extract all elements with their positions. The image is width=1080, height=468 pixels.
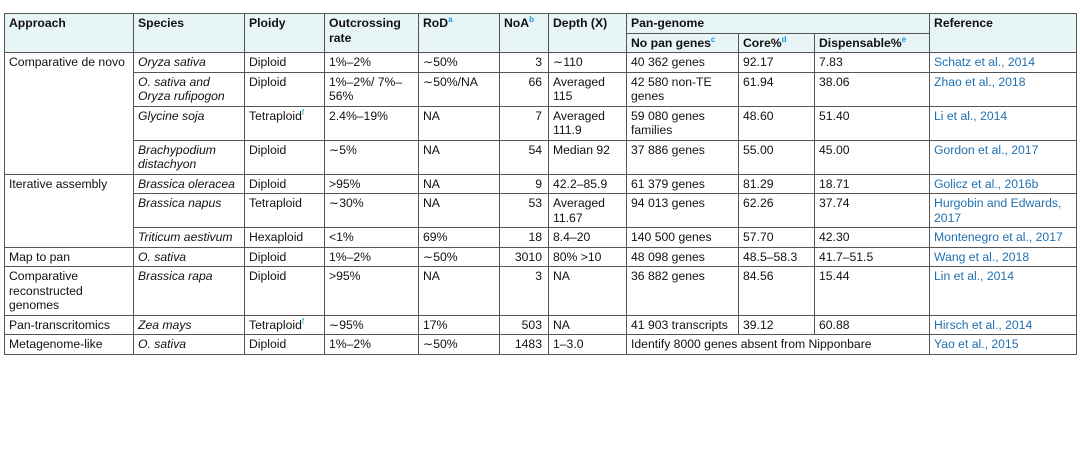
reference-link[interactable]: Hirsch et al., 2014: [930, 315, 1077, 335]
footnote-marker: b: [529, 14, 534, 24]
header-noa: [500, 14, 549, 53]
header-outcrossing: Outcrossing rate: [325, 14, 419, 53]
cell-outcrossing: 1%–2%: [325, 53, 419, 73]
cell-pan-genes: 140 500 genes: [627, 228, 739, 248]
cell-ploidy: Tetraploid: [245, 194, 325, 228]
reference-link[interactable]: Golicz et al., 2016b: [930, 174, 1077, 194]
footnote-marker: e: [901, 34, 907, 44]
header-rod-label: RoD: [423, 16, 449, 30]
header-no-pan-genes: [627, 33, 739, 53]
cell-noa: 7: [500, 106, 549, 140]
cell-rod: NA: [419, 106, 500, 140]
cell-rod: NA: [419, 194, 500, 228]
reference-link[interactable]: Zhao et al., 2018: [930, 72, 1077, 106]
table-row: [5, 140, 1077, 174]
cell-approach: Metagenome-like: [5, 335, 134, 355]
cell-outcrossing: ∼30%: [325, 194, 419, 228]
table-row: [5, 247, 1077, 267]
cell-rod: NA: [419, 140, 500, 174]
cell-noa: 3010: [500, 247, 549, 267]
cell-species: Oryza sativa: [134, 53, 245, 73]
cell-dispensable: 42.30: [815, 228, 930, 248]
cell-dispensable: 18.71: [815, 174, 930, 194]
cell-ploidy: [245, 315, 325, 335]
cell-species: Brassica napus: [134, 194, 245, 228]
pan-genome-table: [4, 13, 1077, 355]
cell-depth: 80% >10: [549, 247, 627, 267]
cell-species: O. sativa and Oryza rufipogon: [134, 72, 245, 106]
header-ploidy: Ploidy: [245, 14, 325, 53]
table-row: [5, 267, 1077, 316]
cell-outcrossing: 1%–2%: [325, 335, 419, 355]
cell-dispensable: 41.7–51.5: [815, 247, 930, 267]
cell-noa: 9: [500, 174, 549, 194]
cell-species: Brassica rapa: [134, 267, 245, 316]
cell-pan-genes: 36 882 genes: [627, 267, 739, 316]
cell-depth: Averaged 111.9: [549, 106, 627, 140]
header-pan-genome: Pan-genome: [627, 14, 930, 34]
cell-pan-genes: 59 080 genes families: [627, 106, 739, 140]
cell-outcrossing: ∼5%: [325, 140, 419, 174]
header-depth: Depth (X): [549, 14, 627, 53]
footnote-marker: c: [710, 34, 716, 44]
cell-approach: Comparative reconstructed genomes: [5, 267, 134, 316]
cell-pan-genes: 94 013 genes: [627, 194, 739, 228]
cell-approach: Comparative de novo: [5, 53, 134, 175]
cell-noa: 18: [500, 228, 549, 248]
cell-approach: Map to pan: [5, 247, 134, 267]
cell-ploidy: Diploid: [245, 247, 325, 267]
cell-dispensable: 38.06: [815, 72, 930, 106]
cell-species: Brassica oleracea: [134, 174, 245, 194]
cell-approach: Pan-transcritomics: [5, 315, 134, 335]
table-row: [5, 194, 1077, 228]
header-dispensable: [815, 33, 930, 53]
cell-rod: ∼50%: [419, 53, 500, 73]
cell-outcrossing: 1%–2%: [325, 247, 419, 267]
table-row: [5, 53, 1077, 73]
cell-approach: Iterative assembly: [5, 174, 134, 247]
cell-dispensable: 37.74: [815, 194, 930, 228]
cell-species: O. sativa: [134, 335, 245, 355]
cell-depth: 42.2–85.9: [549, 174, 627, 194]
cell-outcrossing: ∼95%: [325, 315, 419, 335]
header-rod: [419, 14, 500, 53]
header-reference: Reference: [930, 14, 1077, 53]
cell-noa: 1483: [500, 335, 549, 355]
cell-ploidy: Diploid: [245, 267, 325, 316]
cell-rod: 17%: [419, 315, 500, 335]
cell-core: 55.00: [739, 140, 815, 174]
table-row: [5, 72, 1077, 106]
reference-link[interactable]: Gordon et al., 2017: [930, 140, 1077, 174]
cell-dispensable: 60.88: [815, 315, 930, 335]
footnote-marker: f: [301, 316, 305, 326]
header-core: [739, 33, 815, 53]
cell-dispensable: 45.00: [815, 140, 930, 174]
cell-depth: 8.4–20: [549, 228, 627, 248]
reference-link[interactable]: Schatz et al., 2014: [930, 53, 1077, 73]
cell-depth: Averaged 115: [549, 72, 627, 106]
cell-core: 92.17: [739, 53, 815, 73]
cell-noa: 66: [500, 72, 549, 106]
cell-ploidy: [245, 106, 325, 140]
cell-depth: NA: [549, 267, 627, 316]
cell-core: 48.60: [739, 106, 815, 140]
ploidy-label: Tetraploid: [249, 317, 302, 332]
cell-outcrossing: 2.4%–19%: [325, 106, 419, 140]
table-row: [5, 315, 1077, 335]
cell-rod: NA: [419, 174, 500, 194]
footnote-marker: f: [301, 107, 305, 117]
cell-outcrossing: 1%–2%/ 7%–56%: [325, 72, 419, 106]
cell-rod: ∼50%/NA: [419, 72, 500, 106]
cell-ploidy: Diploid: [245, 72, 325, 106]
cell-pan-genes: 40 362 genes: [627, 53, 739, 73]
cell-ploidy: Hexaploid: [245, 228, 325, 248]
cell-pan-genes: 48 098 genes: [627, 247, 739, 267]
cell-outcrossing: >95%: [325, 174, 419, 194]
table-header: [5, 14, 1077, 53]
cell-pan-genes: 37 886 genes: [627, 140, 739, 174]
table-row: [5, 174, 1077, 194]
cell-species: Zea mays: [134, 315, 245, 335]
cell-ploidy: Diploid: [245, 140, 325, 174]
reference-link[interactable]: Montenegro et al., 2017: [930, 228, 1077, 248]
cell-depth: NA: [549, 315, 627, 335]
cell-outcrossing: <1%: [325, 228, 419, 248]
cell-core: 84.56: [739, 267, 815, 316]
table-row: [5, 228, 1077, 248]
footnote-marker: d: [781, 34, 787, 44]
cell-noa: 54: [500, 140, 549, 174]
reference-link[interactable]: Li et al., 2014: [930, 106, 1077, 140]
cell-noa: 3: [500, 267, 549, 316]
cell-species: Triticum aestivum: [134, 228, 245, 248]
cell-rod: ∼50%: [419, 247, 500, 267]
footnote-marker: a: [448, 14, 453, 24]
cell-species: Glycine soja: [134, 106, 245, 140]
header-noa-label: NoA: [504, 16, 530, 30]
cell-core: 48.5–58.3: [739, 247, 815, 267]
cell-pan-genome-note: Identify 8000 genes absent from Nipponbare: [627, 335, 930, 355]
cell-pan-genes: 41 903 transcripts: [627, 315, 739, 335]
reference-link[interactable]: Hurgobin and Edwards, 2017: [930, 194, 1077, 228]
cell-pan-genes: 42 580 non-TE genes: [627, 72, 739, 106]
table-row: [5, 335, 1077, 355]
cell-rod: 69%: [419, 228, 500, 248]
cell-rod: NA: [419, 267, 500, 316]
cell-rod: ∼50%: [419, 335, 500, 355]
header-core-label: Core%: [743, 35, 782, 50]
cell-core: 39.12: [739, 315, 815, 335]
cell-ploidy: Diploid: [245, 53, 325, 73]
table-container: [4, 13, 1076, 355]
cell-depth: 1–3.0: [549, 335, 627, 355]
cell-core: 57.70: [739, 228, 815, 248]
cell-dispensable: 51.40: [815, 106, 930, 140]
header-no-pan-label: No pan genes: [631, 35, 711, 50]
ploidy-label: Tetraploid: [249, 108, 302, 123]
cell-species: O. sativa: [134, 247, 245, 267]
reference-link[interactable]: Lin et al., 2014: [930, 267, 1077, 316]
cell-depth: ∼110: [549, 53, 627, 73]
table-body: [5, 53, 1077, 355]
cell-ploidy: Diploid: [245, 335, 325, 355]
table-row: [5, 106, 1077, 140]
cell-noa: 503: [500, 315, 549, 335]
reference-link[interactable]: Wang et al., 2018: [930, 247, 1077, 267]
cell-core: 61.94: [739, 72, 815, 106]
cell-ploidy: Diploid: [245, 174, 325, 194]
header-dispensable-label: Dispensable%: [819, 35, 902, 50]
cell-noa: 53: [500, 194, 549, 228]
reference-link[interactable]: Yao et al., 2015: [930, 335, 1077, 355]
cell-noa: 3: [500, 53, 549, 73]
cell-dispensable: 7.83: [815, 53, 930, 73]
cell-core: 81.29: [739, 174, 815, 194]
cell-species: Brachypodium distachyon: [134, 140, 245, 174]
cell-pan-genes: 61 379 genes: [627, 174, 739, 194]
cell-depth: Median 92: [549, 140, 627, 174]
cell-dispensable: 15.44: [815, 267, 930, 316]
header-species: Species: [134, 14, 245, 53]
cell-core: 62.26: [739, 194, 815, 228]
cell-outcrossing: >95%: [325, 267, 419, 316]
cell-depth: Averaged 11.67: [549, 194, 627, 228]
header-approach: Approach: [5, 14, 134, 53]
